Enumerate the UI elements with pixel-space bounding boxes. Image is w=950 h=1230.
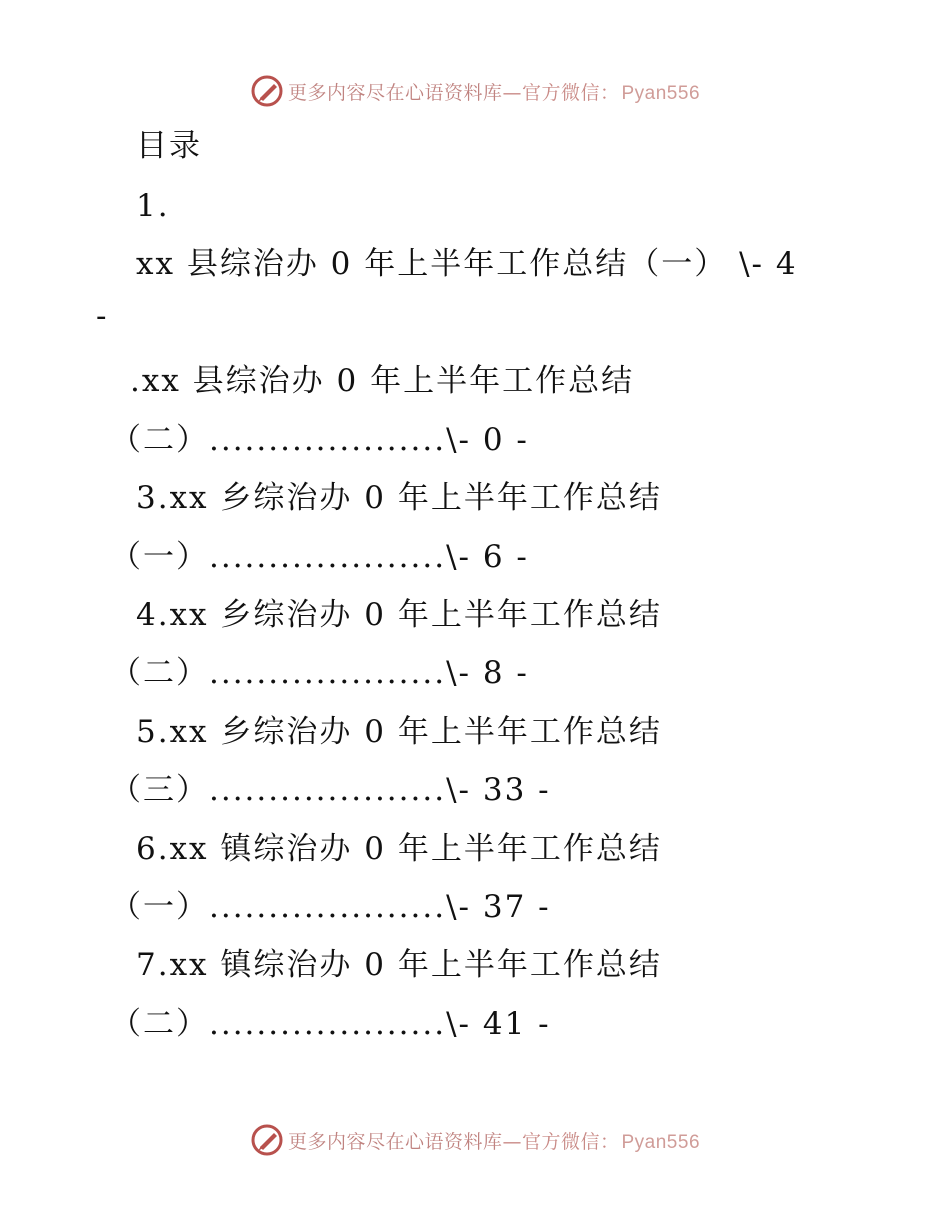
watermark-sep: — [502,81,522,104]
watermark-main: 更多内容尽在心语资料库 [287,81,503,104]
toc-line: xx 县综治办 0 年上半年工作总结（一） \- 4 [136,246,798,282]
toc-line: （一）....................\- 37 - [110,889,551,925]
toc-line: 4.xx 乡综治办 0 年上半年工作总结 [136,597,662,633]
toc-line: （一）....................\- 6 - [110,539,529,575]
toc-line: （三）....................\- 33 - [110,772,551,808]
watermark-id: Pyan556 [621,82,701,104]
watermark-main: 更多内容尽在心语资料库 [287,1130,503,1153]
watermark-id: Pyan556 [621,1131,701,1153]
toc-line: （二）....................\- 8 - [110,655,529,691]
watermark-wechat: 官方微信： [521,81,620,104]
watermark-wechat: 官方微信： [521,1130,620,1153]
watermark-footer [0,1120,950,1160]
toc-line: 3.xx 乡综治办 0 年上半年工作总结 [136,480,662,516]
watermark-text [288,1127,700,1154]
toc-line: 7.xx 镇综治办 0 年上半年工作总结 [136,947,662,983]
toc-line: （二）....................\- 41 - [110,1006,551,1042]
toc-line: （二）....................\- 0 - [110,422,529,458]
toc-line: 5.xx 乡综治办 0 年上半年工作总结 [136,714,662,750]
toc-line: - [96,298,109,334]
toc-line: .xx 县综治办 0 年上半年工作总结 [130,363,635,399]
toc-line: 1. [136,188,170,224]
pen-logo-icon [250,1123,284,1157]
toc-title: 目录 [136,128,202,164]
toc-line: 6.xx 镇综治办 0 年上半年工作总结 [136,831,662,867]
watermark-sep: — [502,1130,522,1153]
